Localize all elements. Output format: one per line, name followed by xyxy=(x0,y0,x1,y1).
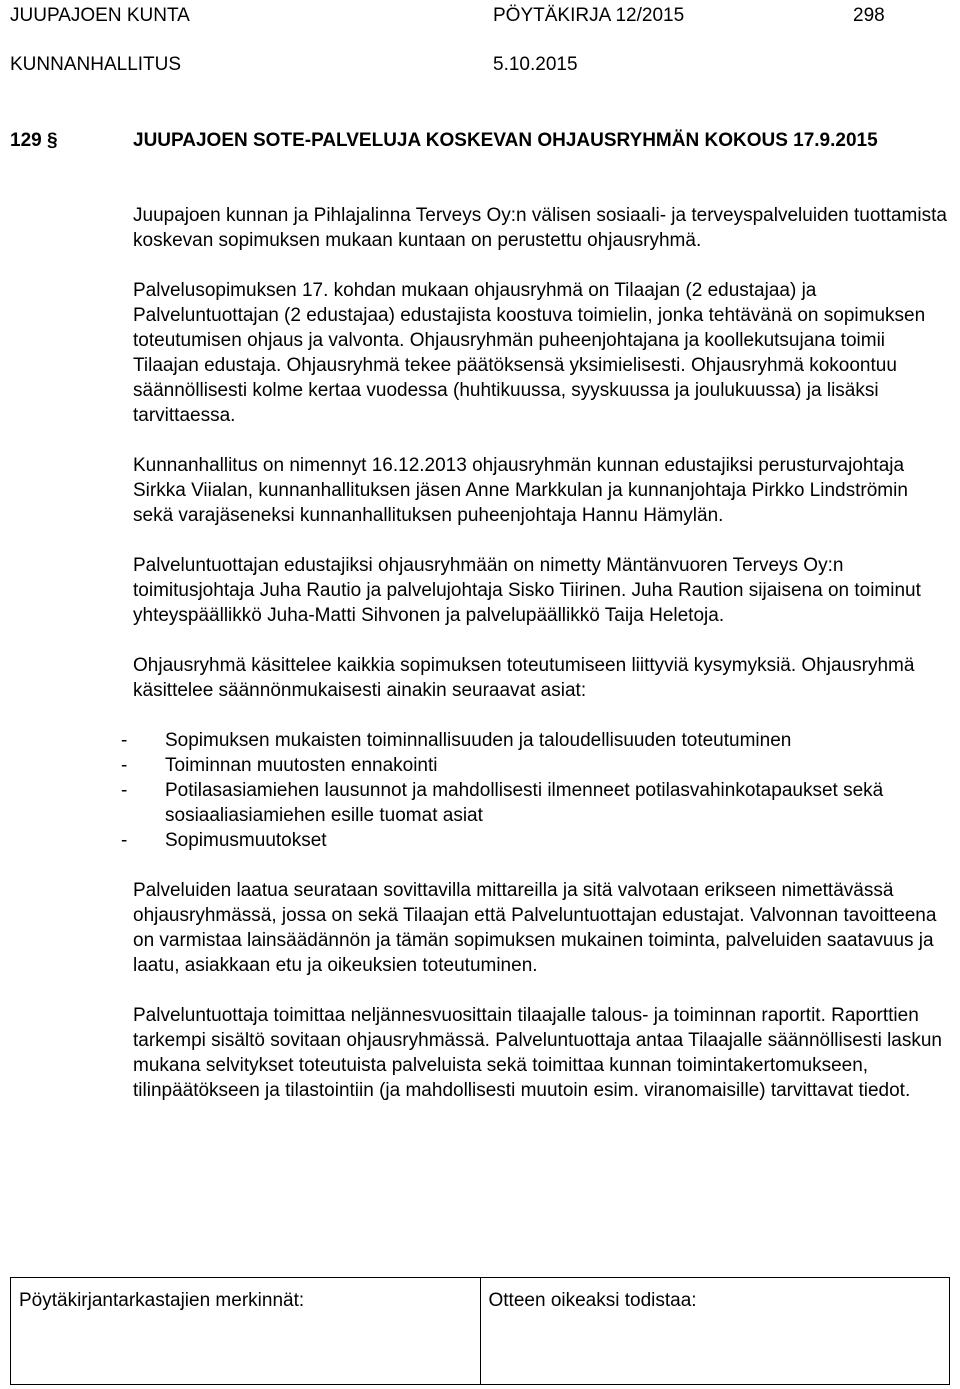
list-item xyxy=(121,778,951,828)
list-item-text: Sopimusmuutokset xyxy=(165,830,327,851)
paragraph: Palveluntuottajan edustajiksi ohjausryhmään on nimetty Mäntänvuoren Terveys Oy:n toimitusjohtaja Juha Rautio ja palvelujohtaja Sisko Tiirinen. Juha Raution sijaisena on toiminut yhteyspäällikkö Juha-Matti Sihvonen ja palvelupäällikkö Taija Heletoja. xyxy=(133,555,921,626)
paragraph: Palveluiden laatua seurataan sovittavilla mittareilla ja sitä valvotaan erikseen nimettävässä ohjausryhmässä, jossa on sekä Tilaajan että Palveluntuottajan edustajat. Valvonnan tavoitteena on varmistaa lainsäädännön ja tämän sopimuksen mukainen toiminta, palveluiden saatavuus ja laatu, asiakkaan etu ja oikeuksien toteutuminen. xyxy=(133,880,937,976)
list-item xyxy=(121,728,951,753)
topic-list xyxy=(121,728,951,853)
list-item-text: Sopimuksen mukaisten toiminnallisuuden ja taloudellisuuden toteutuminen xyxy=(165,730,792,751)
document-body xyxy=(121,203,951,1128)
dash-bullet: - xyxy=(121,730,128,751)
minutes-checkers-label: Pöytäkirjantarkastajien merkinnät: xyxy=(19,1290,305,1311)
section-title: JUUPAJOEN SOTE-PALVELUJA KOSKEVAN OHJAUSRYHMÄN KOKOUS 17.9.2015 xyxy=(133,130,878,151)
dash-bullet: - xyxy=(121,780,128,801)
dash-bullet: - xyxy=(121,830,128,851)
body-name: KUNNANHALLITUS xyxy=(10,54,182,75)
paragraph: Palveluntuottaja toimittaa neljännesvuosittain tilaajalle talous- ja toiminnan raportit. Raporttien tarkempi sisältö sovitaan ohjausryhmässä. Palveluntuottaja antaa Tilaajalle säännöllisesti laskun mukana selvitykset toteutuista palveluista sekä toimittaa kunnan toimintakertomukseen, tilinpäätökseen ja tilastointiin (ja mahdollisesti muutoin esim. viranomaisille) tarvittavat tiedot. xyxy=(133,1005,943,1101)
municipality-name: JUUPAJOEN KUNTA xyxy=(10,5,190,26)
certification-cell xyxy=(480,1278,950,1384)
meeting-date: 5.10.2015 xyxy=(493,54,578,75)
list-item-text: Toiminnan muutosten ennakointi xyxy=(165,755,438,776)
minutes-checkers-cell xyxy=(11,1278,480,1384)
page-number: 298 xyxy=(853,5,885,26)
list-item xyxy=(121,753,951,778)
paragraph: Palvelusopimuksen 17. kohdan mukaan ohjausryhmä on Tilaajan (2 edustajaa) ja Palveluntuottajan (2 edustajaa) edustajista koostuva toimielin, jonka tehtävänä on sopimuksen toteutumisen ohjaus ja valvonta. Ohjausryhmän puheenjohtajana ja koollekutsujana toimii Tilaajan edustaja. Ohjausryhmä tekee päätöksensä yksimielisesti. Ohjausryhmä kokoontuu säännöllisesti kolme kertaa vuodessa (huhtikuussa, syyskuussa ja joulukuussa) ja lisäksi tarvittaessa. xyxy=(133,280,926,426)
signature-box xyxy=(10,1277,950,1385)
document-title: PÖYTÄKIRJA 12/2015 xyxy=(493,5,685,26)
paragraph: Kunnanhallitus on nimennyt 16.12.2013 ohjausryhmän kunnan edustajiksi perusturvajohtaja Sirkka Viialan, kunnanhallituksen jäsen Anne Markkulan ja kunnanjohtaja Pirkko Lindströmin sekä varajäseneksi kunnanhallituksen puheenjohtaja Hannu Hämylän. xyxy=(133,455,908,526)
paragraph: Ohjausryhmä käsittelee kaikkia sopimuksen toteutumiseen liittyviä kysymyksiä. Ohjausryhmä käsittelee säännönmukaisesti ainakin seuraavat asiat: xyxy=(133,655,915,701)
certification-label: Otteen oikeaksi todistaa: xyxy=(488,1290,697,1311)
list-item xyxy=(121,828,951,853)
list-item-text: Potilasasiamiehen lausunnot ja mahdollisesti ilmenneet potilasvahinkotapaukset sekä sosiaaliasiamiehen esille tuomat asiat xyxy=(165,780,884,826)
paragraph: Juupajoen kunnan ja Pihlajalinna Terveys Oy:n välisen sosiaali- ja terveyspalveluiden tuottamista koskevan sopimuksen mukaan kuntaan on perustettu ohjausryhmä. xyxy=(133,205,947,251)
dash-bullet: - xyxy=(121,755,128,776)
section-number: 129 § xyxy=(10,130,58,151)
